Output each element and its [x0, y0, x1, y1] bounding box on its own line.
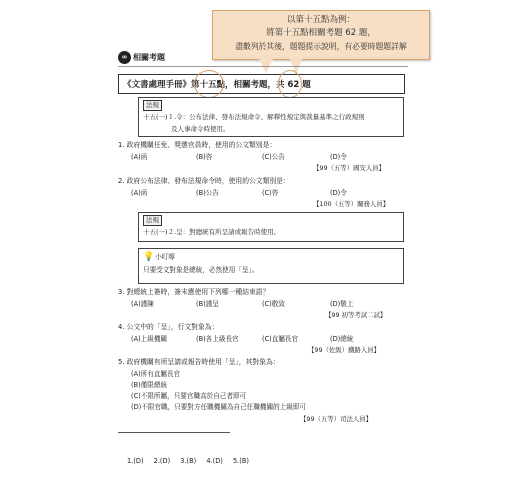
lightbulb-icon: 💡 — [143, 252, 155, 262]
question-source: 【99 初等考試二試】 — [325, 311, 387, 319]
section-header — [118, 50, 165, 64]
page-title: 《文書處理手冊》第十五點，相關考題，共 62 題 — [118, 74, 405, 94]
regulation-tag: 法規 — [143, 215, 162, 226]
option-b: (B)各上級長官 — [196, 335, 239, 343]
option-a: (A)所有直屬長官 — [131, 370, 181, 378]
header-divider — [118, 66, 408, 67]
option-a: (A)函 — [131, 189, 148, 197]
option-d: (D)令 — [330, 153, 347, 161]
question-source: 【99（佐級）鐵路人員】 — [308, 346, 381, 354]
regulation-text: 及人事命令時使用。 — [171, 125, 230, 133]
answer-key — [127, 457, 257, 465]
option-b: (B)公告 — [196, 189, 219, 197]
regulation-box — [138, 97, 404, 137]
option-a: (A)函 — [131, 153, 148, 161]
option-d: (D)敬上 — [330, 300, 354, 308]
tip-box — [138, 248, 404, 284]
option-c: (C)直屬長官 — [262, 335, 299, 343]
footnote-divider — [118, 432, 230, 433]
question-source: 【99（五等）司法人員】 — [300, 415, 373, 423]
question-text: 2. 政府公布法律、發布法規命令時，使用的公文類別是： — [118, 177, 290, 185]
option-d: (D)不限官職，只要對方任職機關為自己任職機關的上級即可 — [131, 403, 307, 411]
option-b: (B)咨 — [196, 153, 213, 161]
answer-item: 4.(D) — [206, 457, 223, 465]
option-c: (C)咨 — [262, 189, 279, 197]
question-text: 1. 政府機關任免、獎懲官員時，使用的公文類別是： — [118, 141, 277, 149]
option-c: (C)不限所屬，只要官職高於自己者即可 — [131, 392, 247, 400]
option-a: (A)上級機關 — [131, 335, 168, 343]
regulation-tag: 法規 — [143, 100, 162, 111]
answer-item: 1.(D) — [127, 457, 144, 465]
section-label: 相關考題 — [133, 52, 165, 62]
option-b: (B)謹呈 — [196, 300, 219, 308]
question-source: 【100（五等）關務人員】 — [313, 200, 390, 208]
question-source: 【99（五等）國安人員】 — [313, 164, 386, 172]
question-text: 3. 對總統上簽時，簽末應使用下列哪一種結束語？ — [118, 288, 270, 296]
explanation-callout — [212, 10, 430, 60]
tip-heading: 小叮嚀 — [155, 253, 175, 261]
option-c: (C)敬致 — [262, 300, 285, 308]
callout-line-3: 盡數列於其後，題題提示說明，有必要時題題詳解 — [235, 42, 407, 51]
regulation-box — [138, 212, 404, 242]
highlight-circle — [278, 70, 302, 98]
answer-item: 3.(B) — [180, 457, 197, 465]
answer-item: 2.(D) — [153, 457, 171, 465]
option-d: (D)總統 — [330, 335, 354, 343]
tip-text: 只要受文對象是總統，必然使用「呈」。 — [143, 266, 259, 274]
callout-line-2: 將第十五點相關考題 62 題， — [266, 28, 376, 38]
answer-item: 5.(B) — [232, 457, 249, 465]
option-a: (A)謹陳 — [131, 300, 154, 308]
question-text: 4. 公文中的「呈」，行文對象為： — [118, 323, 219, 331]
option-c: (C)公告 — [262, 153, 285, 161]
callout-line-1: 以第十五點為例： — [286, 15, 355, 25]
option-d: (D)令 — [330, 189, 347, 197]
highlight-circle — [194, 70, 224, 98]
link-icon: ∞ — [118, 51, 131, 64]
question-text: 5. 政府機關有所呈請或報告時使用「呈」，其對象為： — [118, 358, 280, 366]
regulation-text: 十五(一)２.呈：對總統有所呈請或報告時使用。 — [143, 228, 281, 236]
option-b: (B)僅限總統 — [131, 381, 168, 389]
regulation-text: 十五(一)１.令：公布法律、發布法規命令、解釋性規定與裁量基準之行政規則 — [143, 113, 365, 121]
